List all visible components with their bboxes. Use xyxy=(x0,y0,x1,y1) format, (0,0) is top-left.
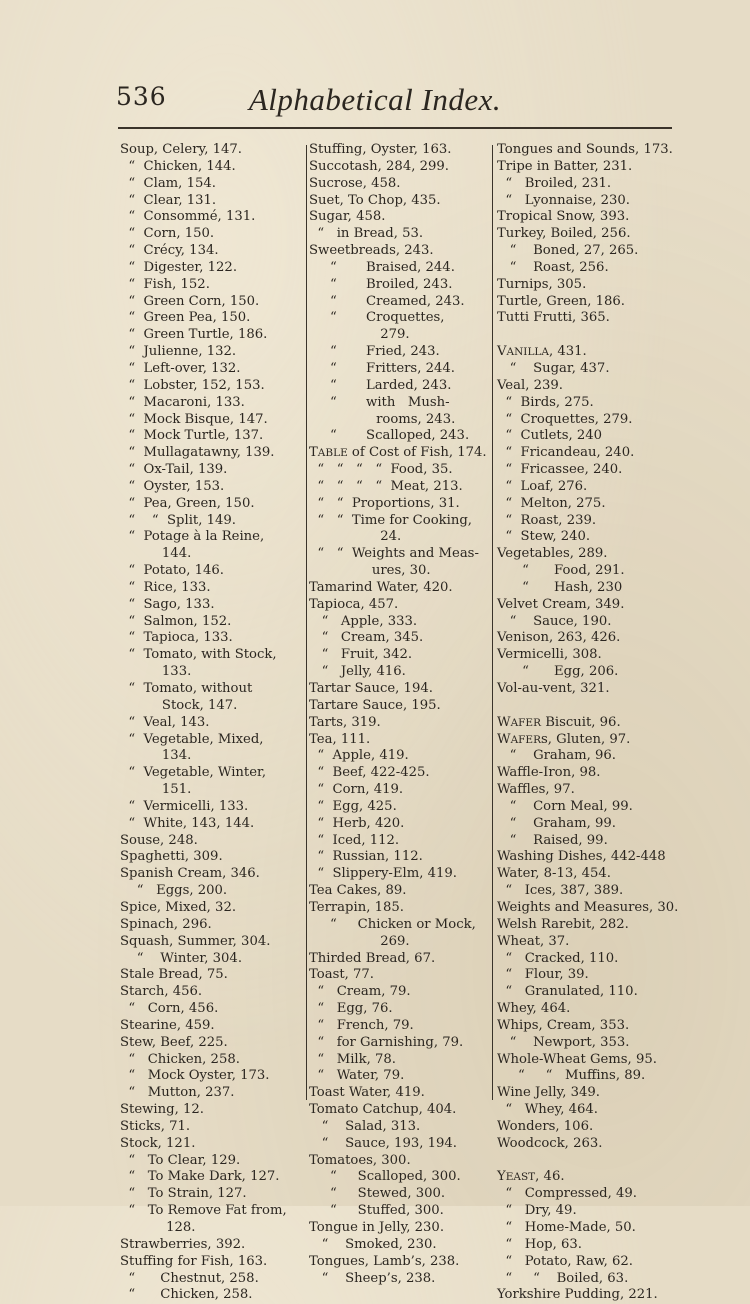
index-entry: “ Mock Turtle, 137. xyxy=(120,428,264,444)
index-entry: “ Creamed, 243. xyxy=(309,293,465,309)
index-entry: “ Beef, 422-425. xyxy=(309,765,430,781)
index-entry: Tongue in Jelly, 230. xyxy=(309,1220,445,1235)
index-entry: “ Tapioca, 133. xyxy=(120,630,233,646)
index-entry: Stuffing for Fish, 163. xyxy=(120,1253,268,1269)
index-entry: “ Scalloped, 243. xyxy=(309,428,470,444)
page-number: 536 xyxy=(116,82,167,111)
index-entry: “ Green Corn, 150. xyxy=(120,293,260,309)
index-entry: Spinach, 296. xyxy=(120,916,212,932)
index-entry: Wine Jelly, 349. xyxy=(497,1085,600,1101)
index-entry: Spaghetti, 309. xyxy=(120,849,223,865)
index-entry xyxy=(497,1153,681,1170)
index-entry: “ Fritters, 244. xyxy=(309,360,455,376)
index-entry: “ Fricandeau, 240. xyxy=(497,445,635,461)
index-entry: “ Crécy, 134. xyxy=(120,243,219,259)
index-entry: “ Consommé, 131. xyxy=(120,209,256,225)
index-entry: “ Graham, 96. xyxy=(497,748,617,764)
index-entry: “ Compressed, 49. xyxy=(497,1186,637,1202)
index-entry: “ White, 143, 144. xyxy=(120,815,255,831)
index-entry: rooms, 243. xyxy=(309,411,456,427)
index-entry: “ Cutlets, 240 xyxy=(497,428,603,444)
index-entry: Water, 8-13, 454. xyxy=(497,866,611,882)
index-entry: “ Smoked, 230. xyxy=(309,1236,437,1252)
index-entry: “ Broiled, 243. xyxy=(309,276,453,292)
column-divider-1 xyxy=(306,145,307,1100)
index-entry: Succotash, 284, 299. xyxy=(309,158,449,174)
index-entry: “ “ Time for Cooking, xyxy=(309,512,472,528)
index-entry: Spice, Mixed, 32. xyxy=(120,899,237,915)
index-entry: “ Vermicelli, 133. xyxy=(120,798,249,814)
index-entry: Tartar Sauce, 194. xyxy=(309,681,433,696)
index-entry: Vol-au-vent, 321. xyxy=(497,681,610,696)
index-entry: “ Digester, 122. xyxy=(120,259,238,275)
index-entry: TABLE of Cost of Fish, 174. xyxy=(309,445,487,461)
index-entry: ures, 30. xyxy=(309,563,431,579)
index-entry: “ Hash, 230 xyxy=(497,579,623,595)
index-entry: Woodcock, 263. xyxy=(497,1135,603,1151)
index-entry: “ Whey, 464. xyxy=(497,1102,598,1118)
index-entry: “ Left-over, 132. xyxy=(120,360,241,376)
index-entry: Tutti Frutti, 365. xyxy=(497,310,610,326)
index-entry: “ Egg, 206. xyxy=(497,664,619,680)
index-entry: “ “ “ “ Meat, 213. xyxy=(309,478,463,494)
index-entry: Tarts, 319. xyxy=(309,714,381,730)
index-entry: Tea, 111. xyxy=(309,731,371,747)
index-entry: “ Raised, 99. xyxy=(497,832,608,848)
index-entry: “ Slippery-Elm, 419. xyxy=(309,866,457,882)
index-entry: VANILLA, 431. xyxy=(497,344,587,360)
index-entry: Vermicelli, 308. xyxy=(497,647,602,663)
running-head: Alphabetical Index. xyxy=(248,82,502,117)
index-entry: “ Cream, 79. xyxy=(309,984,411,1000)
index-entry: “ Tomato, with Stock, xyxy=(120,647,277,663)
index-entry: “ French, 79. xyxy=(309,1017,414,1033)
index-entry: “ Vegetable, Mixed, xyxy=(120,731,264,747)
index-entry: “ Corn, 419. xyxy=(309,782,404,798)
index-entry: Tartare Sauce, 195. xyxy=(309,697,441,713)
index-entry: “ Winter, 304. xyxy=(120,950,243,966)
index-entry: “ Russian, 112. xyxy=(309,849,423,865)
index-entry: “ Chicken, 144. xyxy=(120,158,236,174)
index-entry: Tongues, Lamb’s, 238. xyxy=(309,1253,460,1269)
index-entry: “ Apple, 333. xyxy=(309,613,418,629)
index-entry: “ Tomato, without xyxy=(120,681,253,696)
index-entry: “ Hop, 63. xyxy=(497,1236,582,1252)
index-entry: Tongues and Sounds, 173. xyxy=(497,142,673,157)
index-entry: “ Roast, 256. xyxy=(497,259,609,275)
index-entry: “ Mock Bisque, 147. xyxy=(120,411,268,427)
index-entry: “ Cracked, 110. xyxy=(497,950,619,966)
index-entry: Whips, Cream, 353. xyxy=(497,1017,630,1033)
index-entry: Thirded Bread, 67. xyxy=(309,950,436,966)
index-entry: “ Stewed, 300. xyxy=(309,1186,446,1202)
index-entry: Tapioca, 457. xyxy=(309,596,399,612)
index-entry: Stearine, 459. xyxy=(120,1017,215,1033)
index-entry: Tropical Snow, 393. xyxy=(497,209,630,225)
index-column-3 xyxy=(497,142,681,1304)
column-divider-2 xyxy=(492,145,493,1100)
index-entry: “ Newport, 353. xyxy=(497,1034,630,1050)
index-entry: 151. xyxy=(120,782,192,798)
index-entry: “ with Mush- xyxy=(309,394,450,410)
index-entry: “ Macaroni, 133. xyxy=(120,394,245,410)
index-entry: “ Potato, 146. xyxy=(120,563,224,579)
index-entry: Tripe in Batter, 231. xyxy=(497,158,633,174)
index-entry: “ in Bread, 53. xyxy=(309,226,424,242)
index-entry: “ Food, 291. xyxy=(497,563,625,579)
index-entry: “ “ Boiled, 63. xyxy=(497,1270,629,1286)
header-rule xyxy=(118,127,672,129)
index-entry: Turkey, Boiled, 256. xyxy=(497,226,631,242)
index-entry: “ To Make Dark, 127. xyxy=(120,1169,280,1185)
index-entry: “ “ Weights and Meas- xyxy=(309,546,479,562)
index-entry: “ Cream, 345. xyxy=(309,630,424,646)
index-entry: 269. xyxy=(309,933,410,949)
index-entry: Terrapin, 185. xyxy=(309,899,404,915)
index-entry: 128. xyxy=(120,1220,196,1235)
index-entry: “ Loaf, 276. xyxy=(497,478,588,494)
index-entry: Turnips, 305. xyxy=(497,276,587,292)
index-entry: Spanish Cream, 346. xyxy=(120,866,260,882)
index-entry: “ Graham, 99. xyxy=(497,815,617,831)
index-entry: Toast Water, 419. xyxy=(309,1085,425,1101)
index-entry: “ Sauce, 190. xyxy=(497,613,612,629)
index-entry: Soup, Celery, 147. xyxy=(120,142,242,157)
index-entry: “ Potato, Raw, 62. xyxy=(497,1253,633,1269)
index-entry: “ Mock Oyster, 173. xyxy=(120,1068,270,1084)
index-entry: “ Vegetable, Winter, xyxy=(120,765,267,781)
index-entry: “ Mutton, 237. xyxy=(120,1085,235,1101)
index-entry: “ Veal, 143. xyxy=(120,714,210,730)
index-entry: “ Chicken, 258. xyxy=(120,1287,253,1303)
index-entry: Veal, 239. xyxy=(497,377,563,393)
index-entry: “ Herb, 420. xyxy=(309,815,405,831)
index-entry: “ Melton, 275. xyxy=(497,495,606,511)
index-entry: “ Croquettes, xyxy=(309,310,445,326)
index-entry: Waffles, 97. xyxy=(497,782,575,798)
index-entry: Souse, 248. xyxy=(120,832,198,848)
index-entry: 134. xyxy=(120,748,192,764)
index-entry: Whey, 464. xyxy=(497,1001,571,1017)
index-entry: “ Mullagatawny, 139. xyxy=(120,445,275,461)
index-entry: “ Home-Made, 50. xyxy=(497,1220,636,1235)
index-entry: “ Sheep’s, 238. xyxy=(309,1270,436,1286)
index-entry: 133. xyxy=(120,664,192,680)
index-column-1 xyxy=(120,142,304,1304)
index-entry: “ Lyonnaise, 230. xyxy=(497,192,631,208)
index-entry: “ Egg, 425. xyxy=(309,798,397,814)
index-entry: Weights and Measures, 30. xyxy=(497,899,679,915)
index-entry: “ “ Proportions, 31. xyxy=(309,495,460,511)
index-entry: Whole-Wheat Gems, 95. xyxy=(497,1051,657,1067)
index-entry: “ Green Pea, 150. xyxy=(120,310,251,326)
index-entry: “ Ices, 387, 389. xyxy=(497,883,624,899)
index-entry: “ Oyster, 153. xyxy=(120,478,225,494)
index-column-2 xyxy=(309,142,491,1287)
index-entry: “ Fricassee, 240. xyxy=(497,462,623,478)
index-entry xyxy=(497,698,681,715)
index-entry: “ Sugar, 437. xyxy=(497,360,610,376)
index-entry: “ Water, 79. xyxy=(309,1068,405,1084)
index-entry: “ Fruit, 342. xyxy=(309,647,413,663)
index-entry: Tomatoes, 300. xyxy=(309,1152,411,1168)
index-entry: Toast, 77. xyxy=(309,967,374,983)
index-entry: “ Chestnut, 258. xyxy=(120,1270,259,1286)
index-entry: “ Green Turtle, 186. xyxy=(120,327,268,343)
index-entry: “ Ox-Tail, 139. xyxy=(120,462,228,478)
index-entry: “ for Garnishing, 79. xyxy=(309,1034,464,1050)
index-entry: “ Corn, 456. xyxy=(120,1001,219,1017)
index-entry: “ “ Muffins, 89. xyxy=(497,1068,646,1084)
index-entry: Washing Dishes, 442-448 xyxy=(497,849,666,865)
index-entry: “ Pea, Green, 150. xyxy=(120,495,255,511)
index-entry: “ Chicken, 258. xyxy=(120,1051,240,1067)
index-entry: “ Salad, 313. xyxy=(309,1118,421,1134)
index-entry: Sticks, 71. xyxy=(120,1118,191,1134)
index-entry: “ Milk, 78. xyxy=(309,1051,396,1067)
index-entry: Stock, 121. xyxy=(120,1135,196,1151)
index-entry: Stale Bread, 75. xyxy=(120,967,228,983)
index-entry: “ Fried, 243. xyxy=(309,344,440,360)
index-entry: Waffle-Iron, 98. xyxy=(497,765,601,781)
index-entry: Velvet Cream, 349. xyxy=(497,596,625,612)
index-entry: WAFERs, Gluten, 97. xyxy=(497,731,631,747)
index-entry: Yorkshire Pudding, 221. xyxy=(497,1287,658,1303)
index-entry: “ Eggs, 200. xyxy=(120,883,228,899)
index-entry: “ Granulated, 110. xyxy=(497,984,638,1000)
index-entry: Wheat, 37. xyxy=(497,933,570,949)
index-entry: Sucrose, 458. xyxy=(309,175,401,191)
index-entry: “ Sago, 133. xyxy=(120,596,215,612)
index-entry: “ “ “ “ Food, 35. xyxy=(309,462,453,478)
index-entry: “ Corn Meal, 99. xyxy=(497,798,633,814)
index-entry: “ Dry, 49. xyxy=(497,1203,577,1219)
index-entry: “ Salmon, 152. xyxy=(120,613,232,629)
index-entry: “ Clear, 131. xyxy=(120,192,217,208)
index-entry: Stuffing, Oyster, 163. xyxy=(309,142,452,157)
index-entry: Starch, 456. xyxy=(120,984,203,1000)
index-entry: “ Chicken or Mock, xyxy=(309,916,476,932)
index-entry: Turtle, Green, 186. xyxy=(497,293,625,309)
index-entry: 144. xyxy=(120,546,192,562)
index-entry: Suet, To Chop, 435. xyxy=(309,192,441,208)
index-entry: “ Boned, 27, 265. xyxy=(497,243,639,259)
index-entry: Tomato Catchup, 404. xyxy=(309,1102,457,1118)
index-entry: “ Apple, 419. xyxy=(309,748,409,764)
index-entry: Squash, Summer, 304. xyxy=(120,933,271,949)
index-entry: “ Croquettes, 279. xyxy=(497,411,633,427)
index-entry: “ Scalloped, 300. xyxy=(309,1169,461,1185)
index-entry: “ Roast, 239. xyxy=(497,512,597,528)
index-entry: WAFER Biscuit, 96. xyxy=(497,714,621,730)
index-entry: “ Egg, 76. xyxy=(309,1001,393,1017)
index-entry: Vegetables, 289. xyxy=(497,546,608,562)
index-entry: Stew, Beef, 225. xyxy=(120,1034,228,1050)
index-entry: “ Braised, 244. xyxy=(309,259,455,275)
index-entry: Stewing, 12. xyxy=(120,1102,204,1118)
index-entry: “ To Clear, 129. xyxy=(120,1152,241,1168)
index-entry: Welsh Rarebit, 282. xyxy=(497,916,629,932)
index-entry: “ Stuffed, 300. xyxy=(309,1203,444,1219)
index-entry: “ Potage à la Reine, xyxy=(120,529,265,545)
index-entry: 279. xyxy=(309,327,410,343)
index-entry: Stock, 147. xyxy=(120,697,238,713)
index-entry: “ To Strain, 127. xyxy=(120,1186,247,1202)
index-entry: “ Corn, 150. xyxy=(120,226,215,242)
index-entry: “ To Remove Fat from, xyxy=(120,1203,287,1219)
index-entry: Strawberries, 392. xyxy=(120,1236,246,1252)
index-entry: 24. xyxy=(309,529,402,545)
index-entry: “ Jelly, 416. xyxy=(309,664,406,680)
index-entry: Venison, 263, 426. xyxy=(497,630,621,646)
index-entry: “ Rice, 133. xyxy=(120,579,211,595)
index-entry: Tea Cakes, 89. xyxy=(309,883,407,899)
index-entry: Sweetbreads, 243. xyxy=(309,243,434,259)
index-entry: “ “ Split, 149. xyxy=(120,512,236,528)
index-entry: “ Flour, 39. xyxy=(497,967,589,983)
index-entry: Tamarind Water, 420. xyxy=(309,579,453,595)
index-entry: “ Iced, 112. xyxy=(309,832,400,848)
index-entry: Wonders, 106. xyxy=(497,1118,594,1134)
index-entry: “ Larded, 243. xyxy=(309,377,452,393)
index-entry: “ Clam, 154. xyxy=(120,175,216,191)
index-entry: “ Sauce, 193, 194. xyxy=(309,1135,457,1151)
index-entry: “ Lobster, 152, 153. xyxy=(120,377,265,393)
index-entry: YEAST, 46. xyxy=(497,1169,565,1185)
index-entry: “ Broiled, 231. xyxy=(497,175,612,191)
index-entry: “ Fish, 152. xyxy=(120,276,210,292)
index-entry: “ Julienne, 132. xyxy=(120,344,237,360)
index-entry: “ Birds, 275. xyxy=(497,394,594,410)
index-entry: “ Stew, 240. xyxy=(497,529,591,545)
index-entry xyxy=(497,327,681,344)
index-entry: Sugar, 458. xyxy=(309,209,386,225)
